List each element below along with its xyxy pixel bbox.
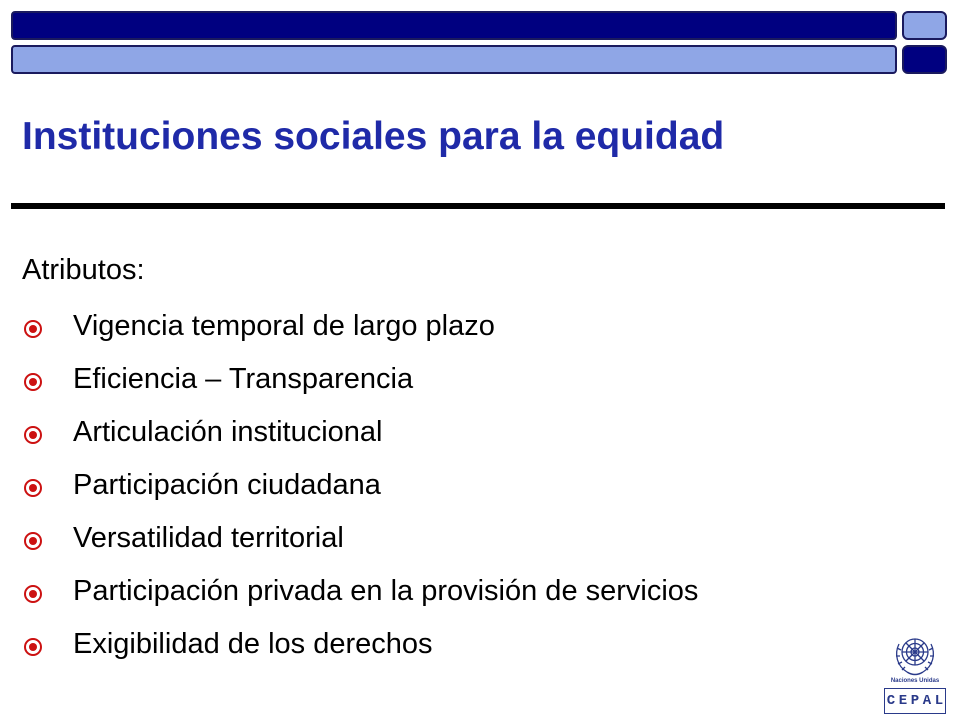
- header-square-dark: [902, 45, 947, 74]
- logo-letter: P: [910, 693, 920, 709]
- circled-dot-icon: [22, 636, 44, 658]
- cepal-logo: [880, 628, 950, 718]
- header-bar-dark: [11, 11, 897, 40]
- logo-letter: E: [898, 693, 908, 709]
- list-item-text: Participación ciudadana: [73, 469, 381, 501]
- logo-letter: A: [922, 693, 932, 709]
- list-item-text: Participación privada en la provisión de servicios: [73, 575, 699, 607]
- logo-wordmark: [884, 688, 946, 714]
- header-bar-light: [11, 45, 897, 74]
- logo-letter: L: [934, 693, 944, 709]
- logo-caption: Naciones Unidas: [890, 678, 940, 684]
- list-item-text: Exigibilidad de los derechos: [73, 628, 433, 660]
- title-divider: [11, 203, 945, 209]
- circled-dot-icon: [22, 424, 44, 446]
- list-item-text: Versatilidad territorial: [73, 522, 344, 554]
- list-item-text: Articulación institucional: [73, 416, 383, 448]
- attributes-heading: Atributos:: [22, 254, 145, 286]
- circled-dot-icon: [22, 371, 44, 393]
- page-title: Instituciones sociales para la equidad: [22, 115, 725, 158]
- un-emblem-icon: [889, 628, 941, 680]
- circled-dot-icon: [22, 530, 44, 552]
- logo-letter: C: [886, 693, 896, 709]
- circled-dot-icon: [22, 318, 44, 340]
- header-square-light: [902, 11, 947, 40]
- circled-dot-icon: [22, 583, 44, 605]
- circled-dot-icon: [22, 477, 44, 499]
- list-item-text: Eficiencia – Transparencia: [73, 363, 414, 395]
- list-item-text: Vigencia temporal de largo plazo: [73, 310, 495, 342]
